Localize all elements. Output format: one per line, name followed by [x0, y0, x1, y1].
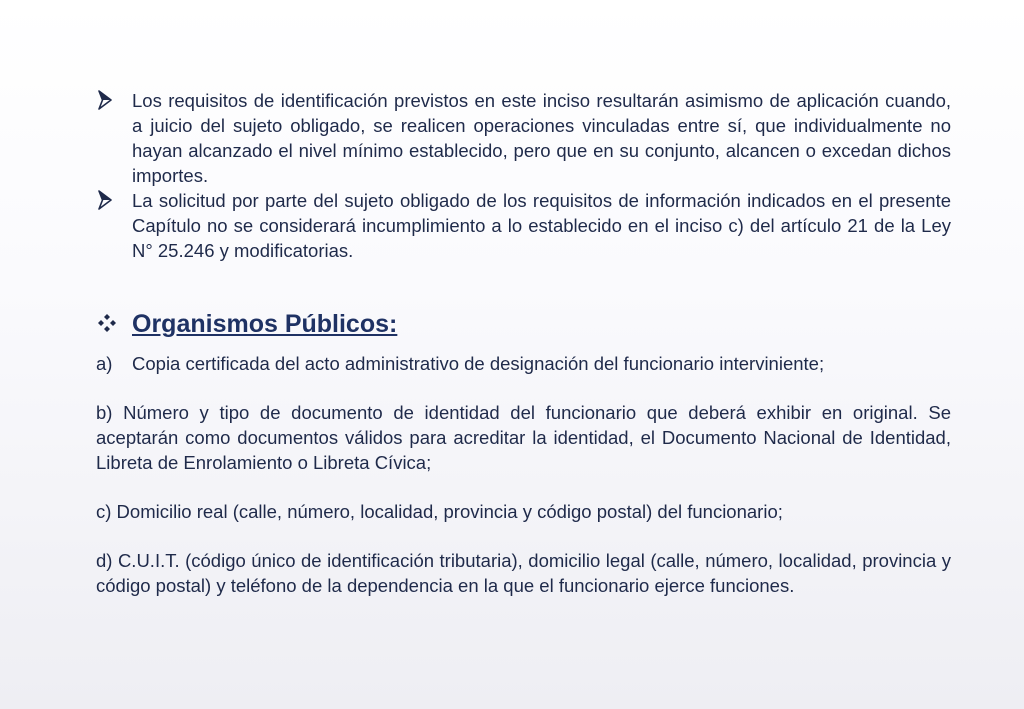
item-c: c) Domicilio real (calle, número, localidad, provincia y código postal) del funcionario; — [96, 501, 783, 522]
arrow-bullet-icon — [98, 90, 112, 110]
item-b: b) Número y tipo de documento de identidad del funcionario que deberá exhibir en original. Se aceptarán como documentos válidos para acreditar la identidad, el Documento Nacional de Identidad, Libreta de Enrolamiento o Libreta Cívica; — [96, 402, 951, 473]
arrow-bullet-icon — [98, 190, 112, 210]
item-d: d) C.U.I.T. (código único de identificación tributaria), domicilio legal (calle, número, localidad, provincia y código postal) y teléfono de la dependencia en la que el funcionario ejerce funciones. — [96, 550, 951, 596]
bullet-list — [96, 88, 951, 263]
diamond-bullet-icon — [98, 314, 116, 332]
slide-content — [96, 88, 951, 598]
bullet-item — [96, 188, 951, 263]
item-a-text: Copia certificada del acto administrativo de designación del funcionario interviniente; — [132, 353, 825, 374]
bullet-text: La solicitud por parte del sujeto obligado de los requisitos de información indicados en el presente Capítulo no se considerará incumplimiento a lo establecido en el inciso c) del artículo 21 de la Ley N° 25.246 y modificatorias. — [132, 190, 951, 261]
bullet-text: Los requisitos de identificación previstos en este inciso resultarán asimismo de aplicación cuando, a juicio del sujeto obligado, se realicen operaciones vinculadas entre sí, que individualmente no hayan alcanzado el nivel mínimo establecido, pero que en su conjunto, alcancen o excedan dichos importes. — [132, 90, 951, 186]
section-title: Organismos Públicos: — [132, 310, 398, 338]
bullet-item — [96, 88, 951, 188]
item-a-label: a) — [96, 353, 113, 374]
item-a — [96, 351, 951, 376]
section-heading — [96, 309, 951, 341]
